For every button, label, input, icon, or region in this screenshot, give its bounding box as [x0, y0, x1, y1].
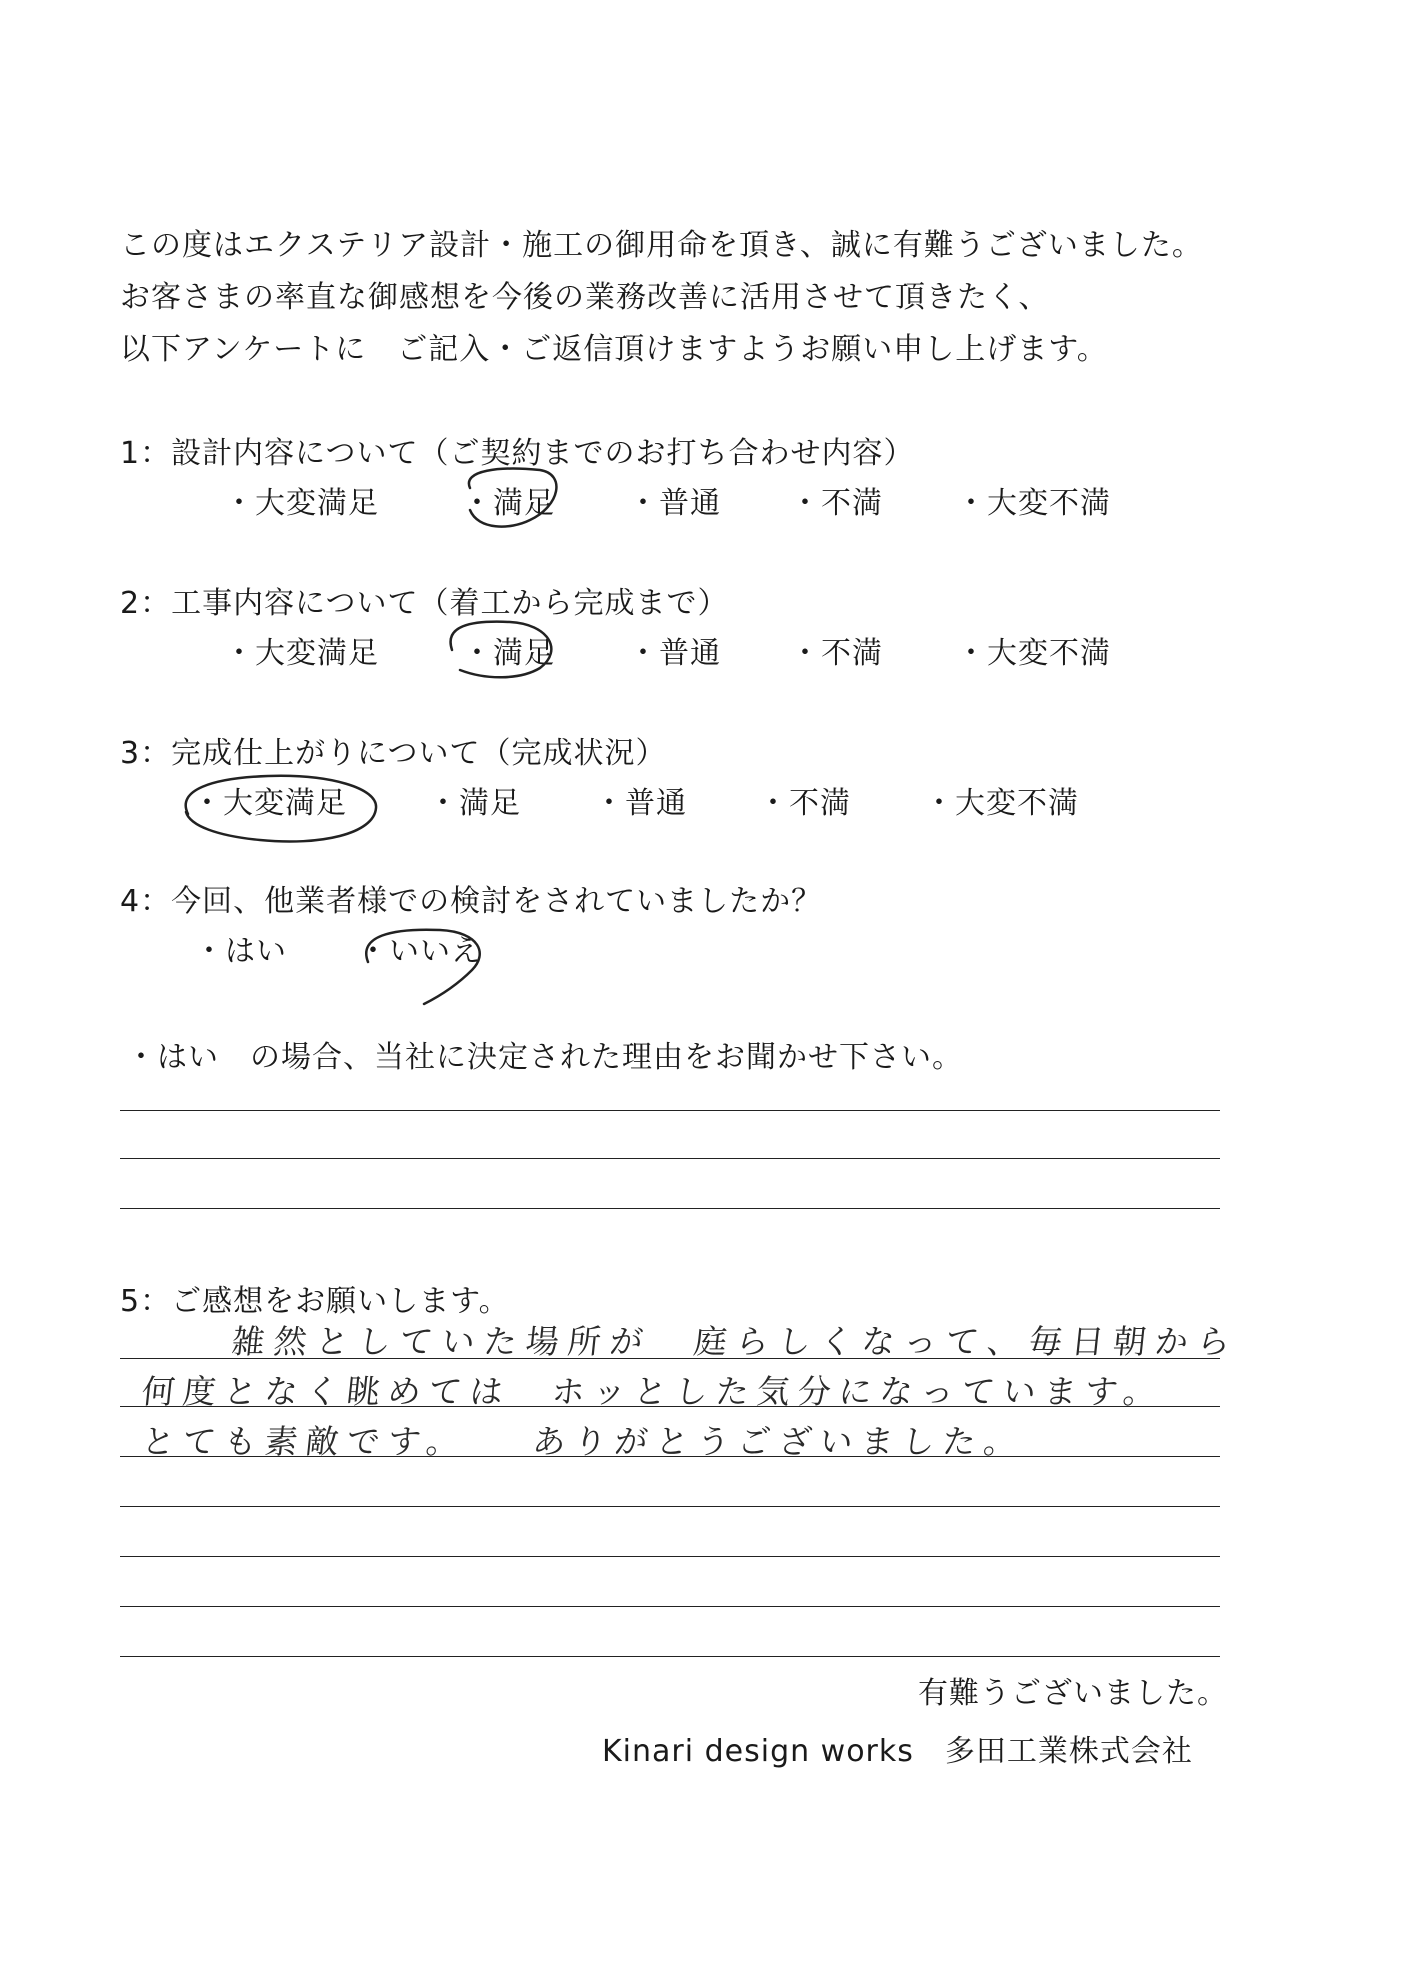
comment-line-6[interactable]: [120, 1606, 1220, 1607]
q3-option-average[interactable]: ・普通: [594, 786, 687, 821]
q1-option-average[interactable]: ・普通: [628, 486, 721, 521]
company-name: Kinari design works 多田工業株式会社: [602, 1734, 1193, 1769]
q1-option-very-satisfied[interactable]: ・大変満足: [224, 486, 379, 521]
comment-line-4[interactable]: [120, 1506, 1220, 1507]
question-2-title: 2：工事内容について（着工から完成まで）: [120, 586, 729, 621]
comment-line-5[interactable]: [120, 1556, 1220, 1557]
q2-option-very-dissatisfied[interactable]: ・大変不満: [956, 636, 1111, 671]
reason-line-2[interactable]: [120, 1158, 1220, 1159]
q1-option-satisfied[interactable]: ・満足: [462, 486, 555, 521]
q3-option-very-satisfied[interactable]: ・大変満足: [192, 786, 347, 821]
intro-line-1: この度はエクステリア設計・施工の御用命を頂き、誠に有難うございました。: [120, 228, 1203, 263]
handwritten-comment-line-1: 雑然としていた場所が 庭らしくなって、毎日朝から: [229, 1322, 1242, 1361]
q2-option-satisfied[interactable]: ・満足: [462, 636, 555, 671]
reason-line-3[interactable]: [120, 1208, 1220, 1209]
handwritten-comment-line-3: とても素敵です。 ありがとうございました。: [139, 1422, 1027, 1461]
q3-option-satisfied[interactable]: ・満足: [428, 786, 521, 821]
q2-option-very-satisfied[interactable]: ・大変満足: [224, 636, 379, 671]
question-5-title: 5：ご感想をお願いします。: [120, 1284, 510, 1319]
q4-option-no[interactable]: ・いいえ: [358, 934, 482, 969]
q1-option-very-dissatisfied[interactable]: ・大変不満: [956, 486, 1111, 521]
q3-option-very-dissatisfied[interactable]: ・大変不満: [924, 786, 1079, 821]
comment-line-7[interactable]: [120, 1656, 1220, 1657]
question-3-title: 3：完成仕上がりについて（完成状況）: [120, 736, 667, 771]
reason-prompt: ・はい の場合、当社に決定された理由をお聞かせ下さい。: [126, 1040, 963, 1075]
closing-thanks: 有難うございました。: [918, 1676, 1228, 1711]
intro-line-2: お客さまの率直な御感想を今後の業務改善に活用させて頂きたく、: [120, 280, 1050, 315]
q3-option-dissatisfied[interactable]: ・不満: [758, 786, 851, 821]
q4-option-yes[interactable]: ・はい: [194, 934, 287, 969]
handwritten-comment-line-2: 何度となく眺めては ホッとした気分になっています。: [139, 1372, 1167, 1411]
question-1-title: 1：設計内容について（ご契約までのお打ち合わせ内容）: [120, 436, 915, 471]
q1-option-dissatisfied[interactable]: ・不満: [790, 486, 883, 521]
reason-line-1[interactable]: [120, 1110, 1220, 1111]
question-4-title: 4：今回、他業者様での検討をされていましたか？: [120, 884, 823, 919]
q2-option-average[interactable]: ・普通: [628, 636, 721, 671]
intro-line-3: 以下アンケートに ご記入・ご返信頂けますようお願い申し上げます。: [120, 332, 1108, 367]
q2-option-dissatisfied[interactable]: ・不満: [790, 636, 883, 671]
